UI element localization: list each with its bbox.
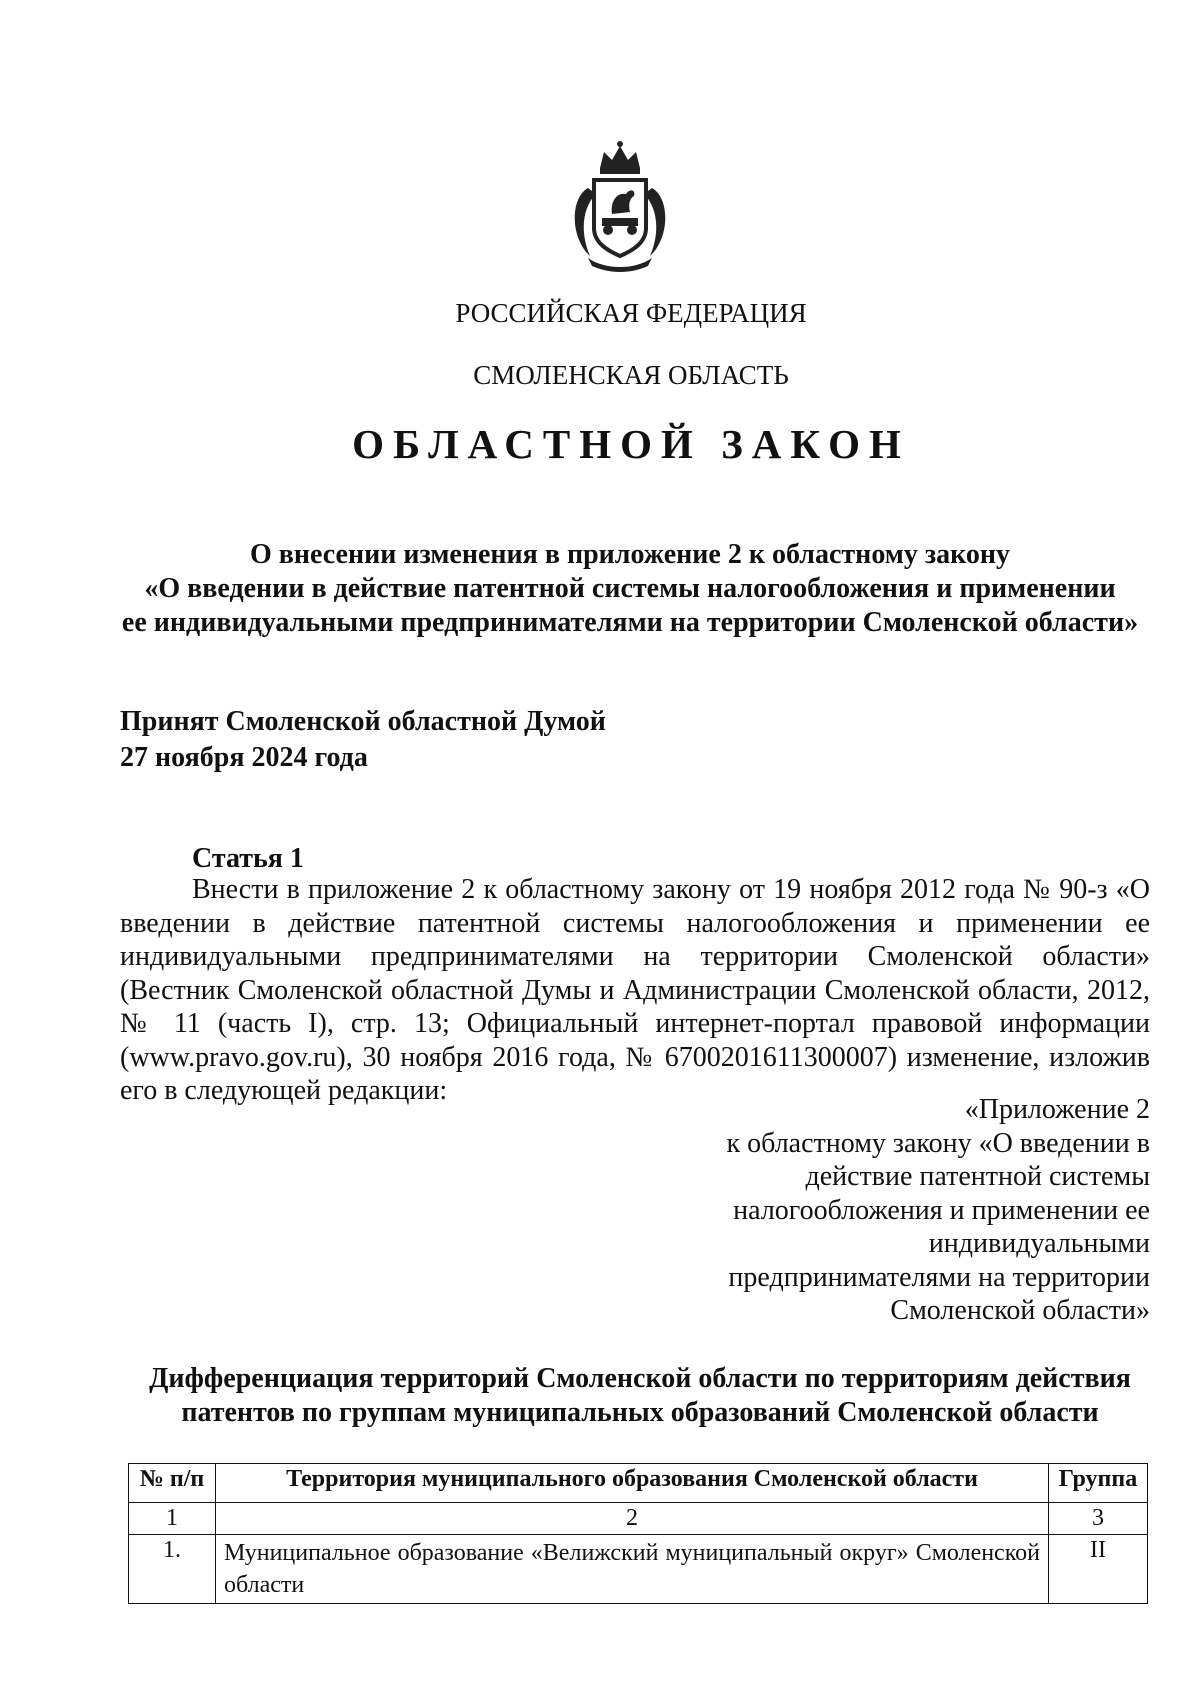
column-header-group: Группа [1049, 1464, 1148, 1503]
column-header-territory: Территория муниципального образования Смоленской области [216, 1464, 1049, 1503]
article-heading: Статья 1 [192, 843, 304, 874]
territory-group-table [128, 1463, 1148, 1604]
article-body: Внести в приложение 2 к областному закону от 19 ноября 2012 года № 90-з «О введении в действие патентной системы налогообложения и применении ее индивидуальными предпринимателями на территории Смоленской области» (Вестник Смоленской областной Думы и Администрации Смоленской области, 2012, № 11 (часть I), стр. 13; Официальный интернет-портал правовой информации (www.pravo.gov.ru), 30 ноября 2016 года, № 6700201611300007) изменение, изложив его в следующей редакции: [120, 874, 1150, 1106]
adopted-date: 27 ноября 2024 года [120, 742, 368, 773]
appendix-reference [680, 1093, 1150, 1328]
appendix-reference-line: налогообложения и применении ее [733, 1194, 1150, 1226]
appendix-reference-line: действие патентной системы [805, 1161, 1150, 1192]
law-title-line: «О введении в действие патентной системы налогообложения и применении [144, 573, 1116, 604]
column-header-number: № п/п [129, 1464, 216, 1503]
law-title-line: ее индивидуальными предпринимателями на территории Смоленской области» [121, 607, 1139, 638]
adopted-by: Принят Смоленской областной Думой [120, 706, 606, 737]
law-title-line: О внесении изменения в приложение 2 к областному закону [249, 539, 1011, 570]
table-title-line: патентов по группам муниципальных образований Смоленской области [181, 1397, 1099, 1428]
appendix-reference-line: Смоленской области» [890, 1295, 1150, 1326]
appendix-reference-line: к областному закону «О введении в [726, 1127, 1150, 1159]
country-heading: РОССИЙСКАЯ ФЕДЕРАЦИЯ [455, 298, 807, 328]
coat-of-arms-emblem [560, 138, 680, 273]
table-row [129, 1535, 1148, 1604]
appendix-reference-line: предпринимателями на территории [728, 1261, 1150, 1293]
table-cell: 1 [129, 1503, 216, 1535]
table-cell: 2 [216, 1503, 1049, 1535]
appendix-reference-line: «Приложение 2 [964, 1094, 1150, 1125]
document-type-heading: ОБЛАСТНОЙ ЗАКОН [352, 421, 910, 467]
appendix-reference-line: индивидуальными [928, 1228, 1150, 1259]
table-header-row [129, 1464, 1148, 1503]
table-title-line: Дифференциация территорий Смоленской области по территориям действия [149, 1363, 1131, 1394]
row-territory: Муниципальное образование «Велижский муниципальный округ» Смоленской области [216, 1535, 1049, 1604]
table-index-row [129, 1503, 1148, 1535]
region-heading: СМОЛЕНСКАЯ ОБЛАСТЬ [473, 360, 789, 390]
table-title [120, 1362, 1160, 1430]
table-cell: 3 [1049, 1503, 1148, 1535]
row-number: 1. [129, 1535, 216, 1604]
row-group: II [1049, 1535, 1148, 1604]
law-title [110, 538, 1150, 640]
